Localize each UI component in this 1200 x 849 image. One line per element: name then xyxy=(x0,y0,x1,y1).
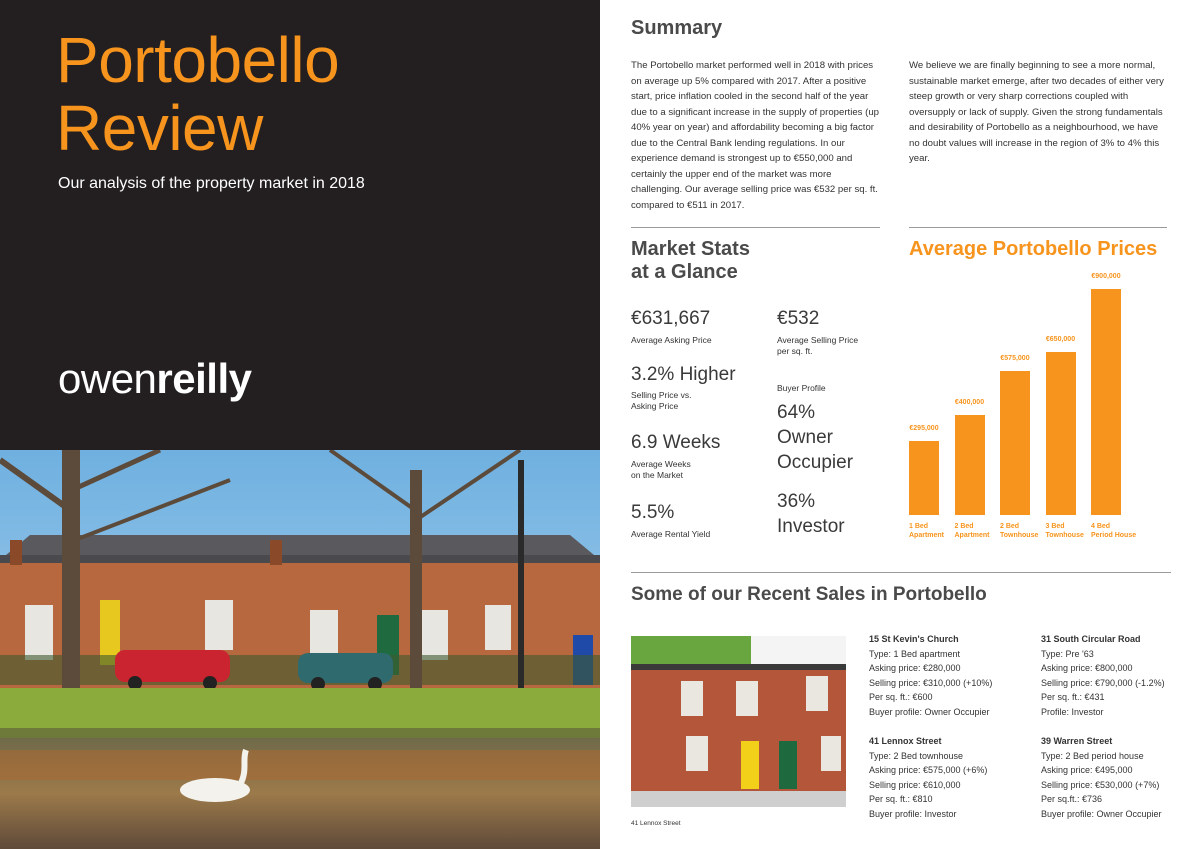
sale-detail: Profile: Investor xyxy=(1041,706,1104,717)
sale-detail: Per sq. ft.: €810 xyxy=(869,794,933,804)
brand-logo xyxy=(58,355,251,403)
house-illustration xyxy=(631,636,846,807)
chart-category-label xyxy=(1000,523,1038,540)
rental-yield-value: 5.5% xyxy=(631,502,675,523)
chart-bar xyxy=(1091,289,1121,515)
sale-address: 39 Warren Street xyxy=(1041,736,1113,746)
cover-header xyxy=(0,0,600,450)
summary-paragraph-2: We believe we are finally beginning to see a more normal, sustainable market emerge, after two decades of either very steep growth or very sharp corrections coupled with oversupply or lack of supply. Given the strong fundamentals and desirability of Portobello as a neighbourhood, we have no doubt values will increase in the region of 3% to 4% this year. xyxy=(909,60,1164,164)
chart-bar-value-label: €575,000 xyxy=(1000,354,1030,362)
sale-detail: Asking price: €800,000 xyxy=(1041,663,1133,673)
sale-detail: Asking price: €280,000 xyxy=(869,663,961,673)
sale-detail: Selling price: €530,000 (+7%) xyxy=(1041,779,1160,790)
chart-bar-value-label: €650,000 xyxy=(1045,335,1076,343)
sale-detail: Buyer profile: Owner Occupier xyxy=(1041,808,1162,819)
sale-detail: Type: 2 Bed period house xyxy=(1041,750,1144,761)
label-line: Selling Price vs. xyxy=(631,390,692,400)
sale-detail: Selling price: €790,000 (-1.2%) xyxy=(1041,677,1165,688)
label-line: per sq. ft. xyxy=(777,346,813,356)
weeks-on-market-value: 6.9 Weeks xyxy=(631,432,721,453)
label-line: on the Market xyxy=(631,470,683,480)
divider xyxy=(909,227,1167,228)
price-per-sqft-label xyxy=(777,335,858,357)
chart-category-line: 3 Bed xyxy=(1045,523,1065,530)
investor-pct: 36% xyxy=(777,491,816,512)
owner-occupier-label: Occupier xyxy=(777,452,854,473)
chart-bar xyxy=(1046,352,1076,515)
buyer-profile-label: Buyer Profile xyxy=(777,383,826,393)
title-line-2: Review xyxy=(56,92,263,164)
logo-light: owen xyxy=(58,355,157,402)
chart-bar xyxy=(909,441,939,515)
investor-stat xyxy=(777,489,845,539)
price-per-sqft-value: €532 xyxy=(777,308,820,329)
sale-photo-caption: 41 Lennox Street xyxy=(631,820,681,827)
owner-occupier-stat xyxy=(777,400,853,475)
title-line-1: Portobello xyxy=(56,24,340,96)
sale-card xyxy=(1041,734,1162,821)
summary-heading: Summary xyxy=(631,17,723,39)
sale-detail: Per sq. ft.: €600 xyxy=(869,692,933,702)
chart-category-label xyxy=(955,523,990,540)
label-line: Average Weeks xyxy=(631,459,691,469)
chart-category-line: 1 Bed xyxy=(909,523,929,530)
chart-category-line: Apartment xyxy=(909,531,945,539)
sale-detail: Per sq.ft.: €736 xyxy=(1041,794,1103,804)
chart-category-label xyxy=(909,523,944,540)
chart-title: Average Portobello Prices xyxy=(909,238,1158,260)
chart-category-line: Period House xyxy=(1091,531,1137,539)
chart-category-line: 4 Bed xyxy=(1091,523,1111,530)
sale-detail: Buyer profile: Owner Occupier xyxy=(869,706,990,717)
chart-bar xyxy=(1000,371,1030,515)
subtitle: Our analysis of the property market in 2018 xyxy=(58,175,365,192)
sale-detail: Buyer profile: Investor xyxy=(869,808,957,819)
sale-detail: Asking price: €495,000 xyxy=(1041,765,1133,775)
sale-address: 31 South Circular Road xyxy=(1041,634,1141,644)
sale-detail: Type: Pre '63 xyxy=(1041,648,1094,659)
label-line: Average Selling Price xyxy=(777,335,859,345)
chart-category-line: 2 Bed xyxy=(954,523,974,530)
logo-bold: reilly xyxy=(156,355,252,402)
content-panel xyxy=(600,0,1200,849)
sales-heading: Some of our Recent Sales in Portobello xyxy=(631,584,987,605)
sale-detail: Per sq. ft.: €431 xyxy=(1041,692,1105,702)
owner-occupier-label: Owner xyxy=(777,427,833,448)
canal-photo-illustration xyxy=(0,450,600,849)
chart-category-label xyxy=(1091,523,1136,540)
chart-category-line: Townhouse xyxy=(1000,531,1039,539)
chart-category-line: 2 Bed xyxy=(1000,523,1020,530)
stats-heading-line-2: at a Glance xyxy=(631,261,738,283)
weeks-on-market-label xyxy=(631,459,691,481)
label-line: Asking Price xyxy=(631,401,679,411)
chart-bar xyxy=(955,415,985,515)
sale-card xyxy=(1041,632,1165,719)
chart-category-line: Townhouse xyxy=(1045,531,1084,539)
summary-paragraph-1: The Portobello market performed well in 2018 with prices on average up 5% compared with 2017. After a positive start, price inflation cooled in the second half of the year due to a significant increase in the supply of properties (up 40% year on year) and affordability becoming a big factor due to the Central Bank lending regulations. In our experience demand is strongest up to €550,000 and certainly the upper end of the market was more challenging. Our average selling price was €532 per sq. ft. compared to €511 in 2017. xyxy=(631,60,879,211)
chart-bar-value-label: €900,000 xyxy=(1091,273,1121,280)
sale-detail: Type: 1 Bed apartment xyxy=(869,648,961,659)
chart-bar-value-label: €295,000 xyxy=(909,424,939,432)
sale-address: 41 Lennox Street xyxy=(869,736,942,746)
sale-card xyxy=(869,734,987,821)
investor-label: Investor xyxy=(777,516,845,537)
stats-heading xyxy=(631,238,750,284)
divider xyxy=(631,227,880,228)
chart-category-line: Apartment xyxy=(954,531,990,539)
divider xyxy=(631,572,1171,573)
avg-asking-price-value: €631,667 xyxy=(631,308,711,329)
page-title xyxy=(56,26,339,162)
canal-street-photo xyxy=(0,450,600,849)
sale-detail: Type: 2 Bed townhouse xyxy=(869,750,964,761)
owner-occupier-pct: 64% xyxy=(777,402,816,423)
chart-category-label xyxy=(1046,523,1084,540)
chart-bar-value-label: €400,000 xyxy=(954,398,985,406)
sale-card xyxy=(869,632,992,719)
sale-detail: Asking price: €575,000 (+6%) xyxy=(869,765,988,775)
sale-photo xyxy=(631,636,846,807)
rental-yield-label: Average Rental Yield xyxy=(631,529,711,539)
selling-vs-asking-label xyxy=(631,390,691,412)
stats-heading-line-1: Market Stats xyxy=(631,238,750,260)
avg-asking-price-label: Average Asking Price xyxy=(631,335,712,345)
sale-address: 15 St Kevin's Church xyxy=(869,634,959,644)
sale-detail: Selling price: €610,000 xyxy=(869,779,961,790)
selling-vs-asking-value: 3.2% Higher xyxy=(631,364,736,385)
sale-detail: Selling price: €310,000 (+10%) xyxy=(869,677,993,688)
